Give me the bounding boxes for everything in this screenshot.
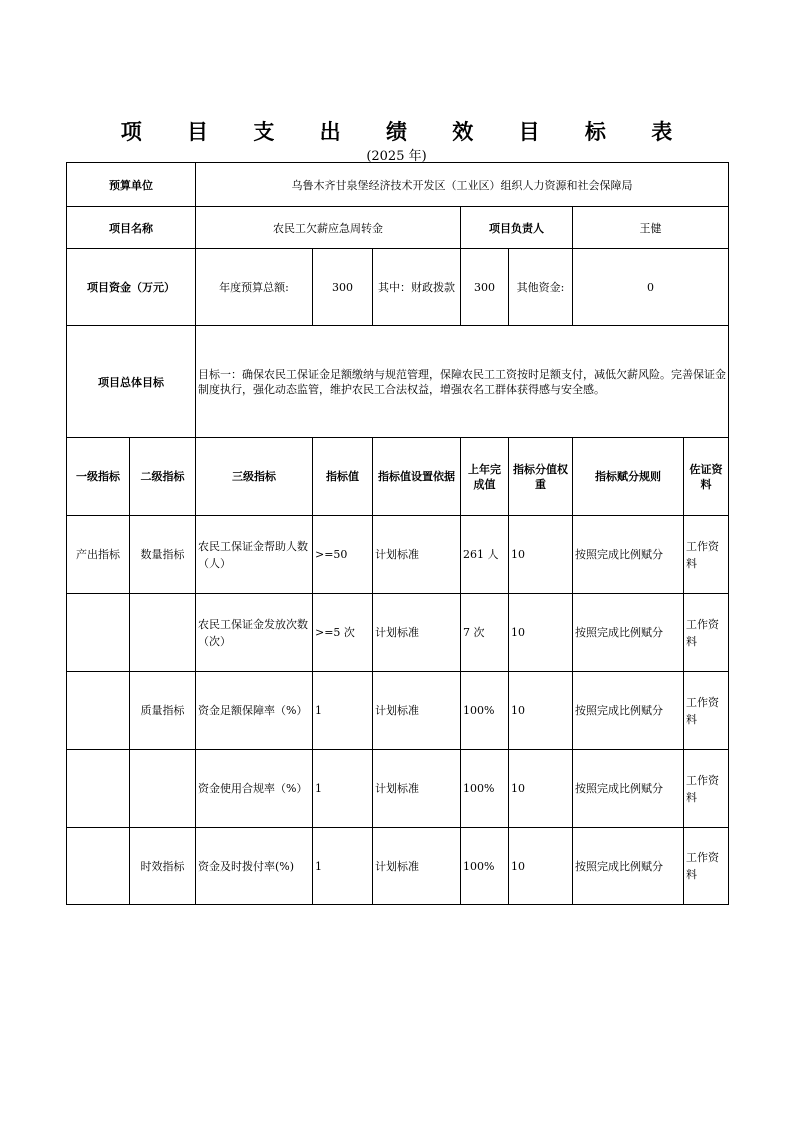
indicator-header-row — [67, 438, 729, 516]
indicator-value: 1 — [313, 672, 373, 750]
budget-unit-label: 预算单位 — [67, 163, 196, 207]
overall-goal-text: 目标一：确保农民工保证金足额缴纳与规范管理，保障农民工工资按时足额支付，减低欠薪风险。完善保证金制度执行，强化动态监管，维护农民工合法权益，增强农名工群体获得感与安全感。 — [196, 326, 729, 438]
indicator-weight: 10 — [509, 516, 573, 594]
indicator-last-year: 100% — [461, 828, 509, 905]
col-evidence-header: 佐证资料 — [684, 438, 729, 516]
indicator-value: 1 — [313, 828, 373, 905]
indicator-row — [67, 594, 729, 672]
indicator-level2 — [130, 750, 196, 828]
indicator-weight: 10 — [509, 672, 573, 750]
indicator-level2: 数量指标 — [130, 516, 196, 594]
project-funds-row — [67, 249, 729, 326]
indicator-evidence: 工作资料 — [684, 750, 729, 828]
indicator-last-year: 261 人 — [461, 516, 509, 594]
col-level1-header: 一级指标 — [67, 438, 130, 516]
other-funds-value: 0 — [573, 249, 729, 326]
indicator-row — [67, 672, 729, 750]
indicator-rule: 按照完成比例赋分 — [573, 672, 684, 750]
indicator-rule: 按照完成比例赋分 — [573, 828, 684, 905]
indicator-level1 — [67, 750, 130, 828]
project-name-row — [67, 207, 729, 249]
budget-unit-value: 乌鲁木齐甘泉堡经济技术开发区（工业区）组织人力资源和社会保障局 — [196, 163, 729, 207]
col-level3-header: 三级指标 — [196, 438, 313, 516]
indicator-evidence: 工作资料 — [684, 594, 729, 672]
indicator-weight: 10 — [509, 750, 573, 828]
performance-target-table — [66, 162, 729, 905]
indicator-rule: 按照完成比例赋分 — [573, 750, 684, 828]
budget-unit-row — [67, 163, 729, 207]
col-basis-header: 指标值设置依据 — [373, 438, 461, 516]
indicator-level2 — [130, 594, 196, 672]
indicator-basis: 计划标准 — [373, 672, 461, 750]
indicator-last-year: 100% — [461, 750, 509, 828]
indicator-row — [67, 516, 729, 594]
indicator-level2: 时效指标 — [130, 828, 196, 905]
col-level2-header: 二级指标 — [130, 438, 196, 516]
indicator-level3: 资金使用合规率（%） — [196, 750, 313, 828]
indicator-rule: 按照完成比例赋分 — [573, 516, 684, 594]
overall-goal-row — [67, 326, 729, 438]
document-title: 项 目 支 出 绩 效 目 标 表 — [120, 120, 692, 144]
project-funds-label: 项目资金（万元） — [67, 249, 196, 326]
overall-goal-label: 项目总体目标 — [67, 326, 196, 438]
fiscal-allocation-value: 300 — [461, 249, 509, 326]
indicator-level3: 资金足额保障率（%） — [196, 672, 313, 750]
project-owner-label: 项目负责人 — [461, 207, 573, 249]
col-last-year-header: 上年完成值 — [461, 438, 509, 516]
indicator-rule: 按照完成比例赋分 — [573, 594, 684, 672]
indicator-weight: 10 — [509, 828, 573, 905]
indicator-basis: 计划标准 — [373, 828, 461, 905]
indicator-last-year: 7 次 — [461, 594, 509, 672]
indicator-level1 — [67, 828, 130, 905]
indicator-level2: 质量指标 — [130, 672, 196, 750]
col-value-header: 指标值 — [313, 438, 373, 516]
indicator-basis: 计划标准 — [373, 594, 461, 672]
indicator-value: >=5 次 — [313, 594, 373, 672]
indicator-basis: 计划标准 — [373, 750, 461, 828]
indicator-row — [67, 750, 729, 828]
document-year: (2025 年) — [366, 149, 427, 164]
col-rule-header: 指标赋分规则 — [573, 438, 684, 516]
indicator-evidence: 工作资料 — [684, 516, 729, 594]
indicator-basis: 计划标准 — [373, 516, 461, 594]
indicator-weight: 10 — [509, 594, 573, 672]
indicator-row — [67, 828, 729, 905]
indicator-level3: 资金及时拨付率(%) — [196, 828, 313, 905]
indicator-level1: 产出指标 — [67, 516, 130, 594]
project-name-label: 项目名称 — [67, 207, 196, 249]
other-funds-label: 其他资金: — [509, 249, 573, 326]
indicator-evidence: 工作资料 — [684, 828, 729, 905]
annual-budget-value: 300 — [313, 249, 373, 326]
indicator-value: >=50 — [313, 516, 373, 594]
project-name-value: 农民工欠薪应急周转金 — [196, 207, 461, 249]
col-weight-header: 指标分值权重 — [509, 438, 573, 516]
indicator-evidence: 工作资料 — [684, 672, 729, 750]
project-owner-value: 王健 — [573, 207, 729, 249]
indicator-value: 1 — [313, 750, 373, 828]
indicator-level1 — [67, 672, 130, 750]
indicator-level3: 农民工保证金发放次数（次） — [196, 594, 313, 672]
indicator-level1 — [67, 594, 130, 672]
annual-budget-label: 年度预算总额: — [196, 249, 313, 326]
indicator-level3: 农民工保证金帮助人数（人） — [196, 516, 313, 594]
indicator-last-year: 100% — [461, 672, 509, 750]
fiscal-allocation-label: 其中：财政拨款 — [373, 249, 461, 326]
